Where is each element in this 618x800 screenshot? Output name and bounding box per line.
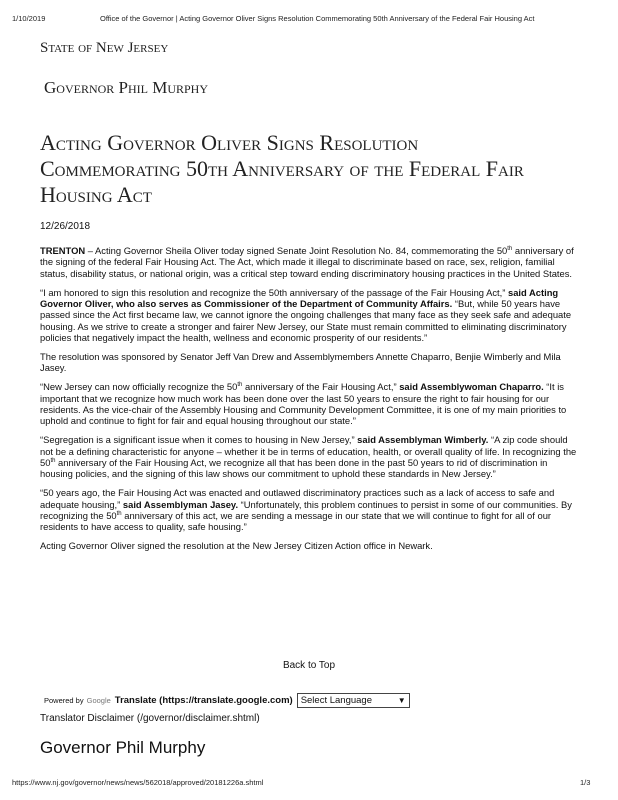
paragraph-5: “Segregation is a significant issue when it comes to housing in New Jersey,” said Assemblyman Wimberly. “A zip code should not be a defining characteristic for anyone – whether it be in terms of education, health, or overall quality of life. In recognizing the 50th anniversary of the Fair Housing Act, we recognize all that has been done in the past 50 years to rid of discrimination in housing policies, and the signing of this law shows our commitment to uphold these standards in New Jersey.”: [40, 434, 577, 480]
language-select-value: Select Language: [300, 694, 372, 706]
paragraph-7: Acting Governor Oliver signed the resolution at the New Jersey Citizen Action office in Newark.: [40, 540, 433, 552]
print-header-title: Office of the Governor | Acting Governor Oliver Signs Resolution Commemorating 50th Anniversary of the Federal Fair Housing Act: [100, 14, 535, 23]
dropdown-arrow-icon: ▼: [397, 695, 406, 705]
language-select[interactable]: [297, 693, 410, 708]
paragraph-4: “New Jersey can now officially recognize the 50th anniversary of the Fair Housing Act,” said Assemblywoman Chaparro. “It is important that we recognize how much work has been done over the last 50 years to ensure the right to fair housing for our residents. As the vice-chair of the Assembly Housing and Community Development Committee, it is one of my main priorities to uphold and continue to fight for fair and equal housing throughout our state.”: [40, 381, 567, 427]
state-name[interactable]: State of New Jersey: [40, 40, 169, 56]
translate-link[interactable]: Translate (https://translate.google.com): [114, 694, 293, 706]
print-footer-url: https://www.nj.gov/governor/news/news/562018/approved/20181226a.shtml: [12, 778, 264, 787]
print-footer-page: 1/3: [580, 778, 591, 787]
paragraph-2: “I am honored to sign this resolution and recognize the 50th anniversary of the passage of the Fair Housing Act,” said Acting Governor Oliver, who also serves as Commissioner of the Department of Community Affairs. “But, while 50 years have passed since the Act first became law, we cannot ignore the ongoing challenges that many face as they seek safe and adequate housing. As we strive to create a stronger and fairer New Jersey, our State must remain committed to eliminating discriminatory policies that negatively impact the health, wellness and economic prosperity of our residents.”: [40, 286, 572, 344]
translate-bar: [44, 691, 410, 709]
dateline: TRENTON: [40, 245, 86, 256]
powered-by-label: Powered by: [44, 695, 84, 705]
back-to-top-link[interactable]: Back to Top: [282, 660, 336, 671]
paragraph-6: “50 years ago, the Fair Housing Act was enacted and outlawed discriminatory practices such as a lack of access to safe and adequate housing,” said Assemblyman Jasey. “Unfortunately, this problem continues to persist in some of our communities. By recognizing the 50th anniversary of this act, we are sending a message in our state that we will continue to fight for all of our residents to have access to quality, safe housing.”: [40, 487, 572, 533]
article-body: [40, 245, 580, 559]
translator-disclaimer-link[interactable]: Translator Disclaimer (/governor/disclaimer.shtml): [40, 713, 260, 724]
google-logo: Google: [86, 695, 111, 705]
print-header-date: 1/10/2019: [12, 14, 46, 23]
governor-name[interactable]: Governor Phil Murphy: [44, 78, 209, 97]
article-title: Acting Governor Oliver Signs Resolution Commemorating 50th Anniversary of the Federal Fair Housing Act: [40, 130, 524, 207]
paragraph-1: TRENTON – Acting Governor Sheila Oliver today signed Senate Joint Resolution No. 84, commemorating the 50th anniversary of the signing of the federal Fair Housing Act. The Act, which made it illegal to discriminate based on race, sex, religion, familial status, disability status, or national origin, was a critical step toward ending discriminatory housing practices in the United States.: [40, 245, 574, 279]
footer-governor-name: Governor Phil Murphy: [40, 738, 206, 757]
article-date: 12/26/2018: [40, 221, 91, 232]
paragraph-3: The resolution was sponsored by Senator Jeff Van Drew and Assemblymembers Annette Chaparro, Benjie Wimberly and Mila Jasey.: [40, 351, 561, 374]
